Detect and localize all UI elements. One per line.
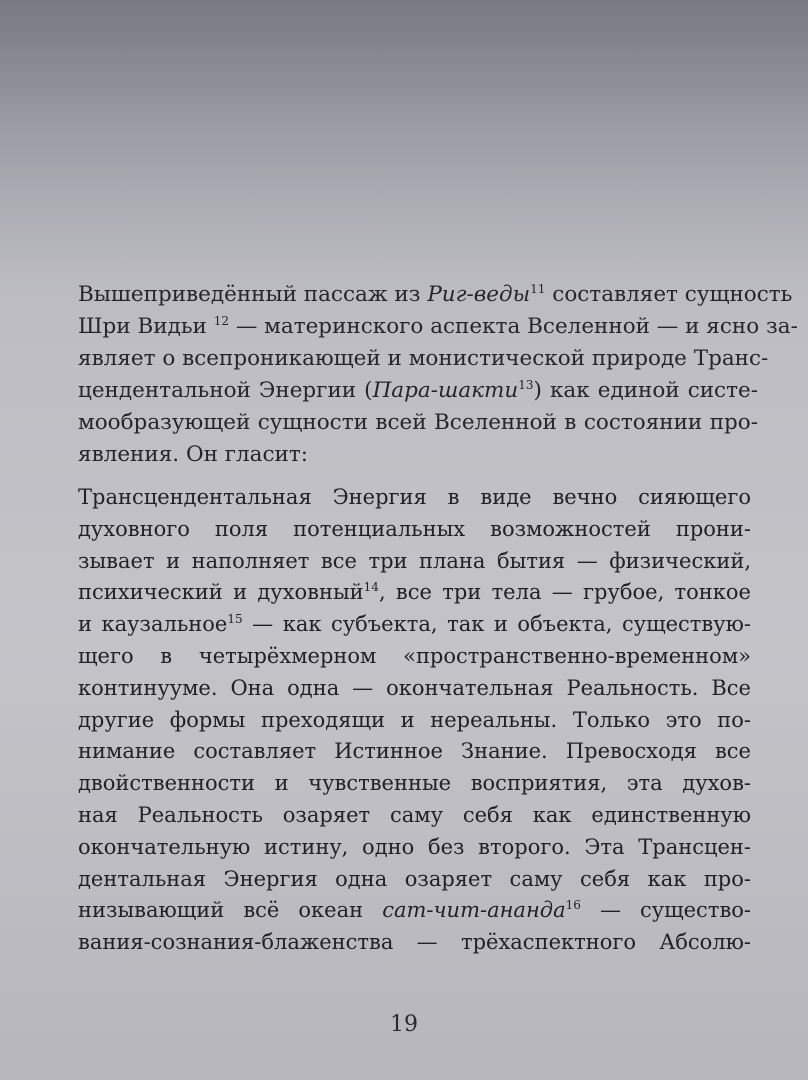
- quote-line-7: континууме. Она одна — окончательная Реальность. Все: [78, 675, 751, 700]
- quote-line-9: нимание составляет Истинное Знание. Превосходя все: [78, 739, 751, 764]
- footnote-ref-16: 16: [565, 898, 581, 913]
- quote-line-5: и каузальное$^{15}$ — как субъекта, так и объекта, существую-: [78, 612, 751, 637]
- intro-line-6: явления. Он гласит:: [78, 442, 308, 467]
- quote-line-13: дентальная Энергия одна озаряет саму себя как про-: [78, 866, 751, 891]
- footnote-ref-11: 11: [530, 281, 546, 296]
- intro-line-2: Шри Видьи $^{12}$ — материнского аспекта Вселенной — и ясно за-: [78, 313, 798, 339]
- paragraph-text: [78, 279, 798, 471]
- intro-line-1: Вышеприведённый пассаж из Риг-веды$^{11}$ составляет сущность: [78, 281, 793, 307]
- quote-line-10: двойственности и чувственные восприятия, эта духов-: [78, 771, 751, 796]
- quote-line-1: Трансцендентальная Энергия в виде вечно сияющего: [78, 485, 751, 509]
- quote-line-3: зывает и наполняет все три плана бытия — физический,: [78, 548, 751, 573]
- quote-line-4: психический и духовный$^{14}$, все три тела — грубое, тонкое: [78, 580, 751, 605]
- top-shadow: [0, 0, 808, 280]
- quote-line-8: другие формы преходящи и нереальны. Только это по-: [78, 707, 751, 732]
- quote-line-2: духовного поля потенциальных возможностей прони-: [78, 516, 751, 541]
- block-quote: [78, 482, 751, 959]
- intro-line-3: являет о всепроникающей и монистической природе Транс-: [78, 346, 769, 371]
- quote-line-14: низывающий всё океан сат-чит-ананда$^{16}$ — существо-: [78, 898, 751, 923]
- quote-line-12: окончательную истину, одно без второго. Эта Трансцен-: [78, 834, 751, 859]
- footnote-ref-13: 13: [518, 377, 534, 392]
- footnote-ref-14: 14: [363, 580, 379, 595]
- quote-line-6: щего в четырёхмерном «пространственно-временном»: [78, 643, 751, 668]
- intro-line-4: цендентальной Энергии (Пара-шакти$^{13}$) как единой систе-: [78, 377, 758, 403]
- quote-line-15: вания-сознания-блаженства — трёхаспектного Абсолю-: [78, 930, 751, 955]
- footnote-ref-15: 15: [227, 612, 243, 627]
- intro-paragraph: [78, 279, 798, 471]
- page-number: 19: [390, 1012, 418, 1037]
- footnote-ref-12: 12: [213, 313, 229, 328]
- quote-line-11: ная Реальность озаряет саму себя как единственную: [78, 802, 751, 827]
- intro-line-5: мообразующей сущности всей Вселенной в состоянии про-: [78, 410, 758, 435]
